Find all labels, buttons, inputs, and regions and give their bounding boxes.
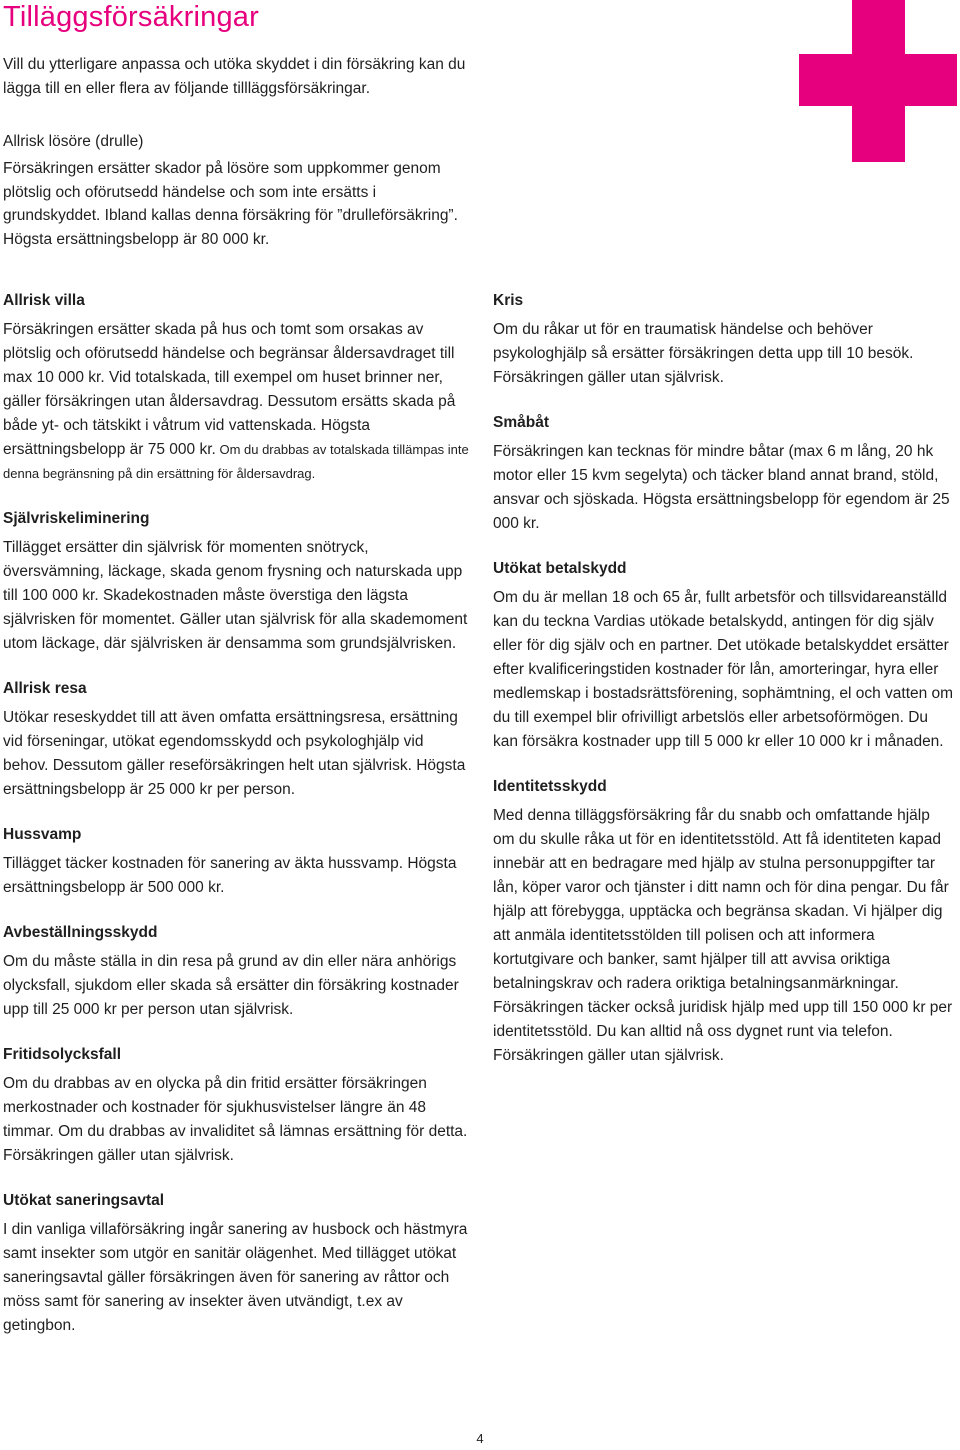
section-utokat-betalskydd — [493, 558, 955, 754]
section-heading: Identitetsskydd — [493, 778, 607, 795]
intro-text: Vill du ytterligare anpassa och utöka skyddet i din försäkring kan du lägga till en eller flera av följande tillläggsförsäkringar. — [3, 56, 466, 97]
section-text: Försäkringen ersätter skador på lösöre som uppkommer genom plötslig och oförutsedd händelse och som inte ersätts i grundskyddet. Ibland kallas denna försäkring för ”drulleförsäkring”. Högsta ersättningsbelopp är 80 000 kr. — [3, 160, 458, 248]
left-column — [3, 290, 473, 1338]
section-heading: Utökat saneringsavtal — [3, 1192, 165, 1209]
section-heading: Allrisk resa — [3, 680, 87, 697]
section-note: Om du drabbas av totalskada tillämpas inte denna begränsning på din ersättning för åldersavdrag. — [3, 442, 469, 481]
cross-horizontal-bar — [799, 54, 957, 106]
section-fritidsolycksfall — [3, 1044, 473, 1168]
section-kris — [493, 290, 955, 390]
section-text: Med denna tilläggsförsäkring får du snabb och omfattande hjälp om du skulle råka ut för en identitetsstöld. Att få identiteten kapad innebär att en bedragare med hjälp av stulna personuppgifter tar lån, köper varor och tjänster i ditt namn och för dina pengar. Du får hjälp att förebygga, upptäcka och begränsa skadan. Vi hjälper dig att anmäla identitetsstölden till polisen och att informera kortutgivare och banker, samt hjälper till att avvisa oriktiga betalningskrav och radera oriktiga betalningsanmärkningar. Försäkringen täcker också juridisk hjälp med upp till 150 000 kr per identitetsstöld. Du kan alltid nå oss dygnet runt via telefon. Försäkringen gäller utan självrisk. — [493, 807, 953, 1064]
section-avbestallningsskydd — [3, 922, 473, 1022]
section-heading: Avbeställningsskydd — [3, 924, 158, 941]
section-text: Försäkringen kan tecknas för mindre båtar (max 6 m lång, 20 hk motor eller 15 kvm segelyta) och täcker bland annat brand, stöld, ansvar och sjöskada. Högsta ersättningsbelopp för egendom är 25 000 kr. — [493, 443, 950, 532]
section-heading: Fritidsolycksfall — [3, 1046, 122, 1063]
plus-cross-icon — [799, 0, 957, 162]
section-text — [3, 318, 473, 486]
section-sjalvriskeliminering — [3, 508, 473, 656]
section-allrisk-resa — [3, 678, 473, 802]
section-utokat-saneringsavtal — [3, 1190, 473, 1338]
section-heading: Kris — [493, 292, 524, 309]
section-allrisk-losore — [3, 131, 473, 251]
section-text: Tillägget ersätter din självrisk för momenten snötryck, översvämning, läckage, skada genom frysning och naturskada upp till 100 000 kr. Skadekostnaden måste överstiga den lägsta självrisken för momentet. Gäller utan självrisk för alla skademoment utom läckage, där självrisken är densamma som grundsjälvrisken. — [3, 539, 468, 652]
section-text: Om du drabbas av en olycka på din fritid ersätter försäkringen merkostnader och kostnader för sjukhusvistelser längre än 48 timmar. Om du drabbas av invaliditet så lämnas ersättning för detta. Försäkringen gäller utan självrisk. — [3, 1075, 468, 1164]
section-identitetsskydd — [493, 776, 955, 1068]
section-smabat — [493, 412, 955, 536]
section-heading: Hussvamp — [3, 826, 82, 843]
section-heading: Utökat betalskydd — [493, 560, 627, 577]
section-text: Om du är mellan 18 och 65 år, fullt arbetsför och tillsvidareanställd kan du teckna Vardias utökade betalskydd, antingen för dig själv eller för dig själv och en partner. Det utökade betalskyddet ersätter efter kvalificeringstiden kostnader för lån, amorteringar, hyra eller medlemskap i bostadsrättsförening, sophämtning, el och vatten om du till exempel blir ofrivilligt arbetslös eller arbetsoförmögen. Du kan försäkra kostnader upp till 5 000 kr eller 10 000 kr i månaden. — [493, 589, 954, 750]
section-heading: Allrisk lösöre (drulle) — [3, 133, 144, 150]
section-allrisk-villa — [3, 290, 473, 486]
section-hussvamp — [3, 824, 473, 900]
section-heading: Småbåt — [493, 414, 549, 431]
right-column — [493, 290, 955, 1068]
page-number: 4 — [476, 1431, 484, 1446]
section-text: Tillägget täcker kostnaden för sanering av äkta hussvamp. Högsta ersättningsbelopp är 500 000 kr. — [3, 855, 457, 896]
section-heading: Självriskeliminering — [3, 510, 150, 527]
section-heading: Allrisk villa — [3, 292, 85, 309]
section-text: I din vanliga villaförsäkring ingår sanering av husbock och hästmyra samt insekter som utgör en sanitär olägenhet. Med tillägget utökat saneringsavtal gäller försäkringen även för sanering av råttor och möss samt för sanering av insekter även utvändigt, t.ex av getingbon. — [3, 1221, 468, 1334]
section-text: Utökar reseskyddet till att även omfatta ersättningsresa, ersättning vid förseningar, utökat egendomsskydd och psykologhjälp vid behov. Dessutom gäller reseförsäkringen helt utan självrisk. Högsta ersättningsbelopp är 25 000 kr per person. — [3, 709, 466, 798]
section-text: Om du måste ställa in din resa på grund av din eller nära anhörigs olycksfall, sjukdom eller skada så ersätter din försäkring kostnader upp till 25 000 kr per person utan självrisk. — [3, 953, 459, 1018]
section-body: Försäkringen ersätter skada på hus och tomt som orsakas av plötslig och oförutsedd händelse och begränsar åldersavdraget till max 10 000 kr. Vid totalskada, till exempel om huset brinner ner, gäller försäkringen utan åldersavdrag. Dessutom ersätts skada på både yt- och tätskikt i våtrum vid vattenskada. Högsta ersättningsbelopp är 75 000 kr. — [3, 321, 456, 458]
page-title: Tilläggsförsäkringar — [3, 1, 259, 33]
section-text: Om du råkar ut för en traumatisk händelse och behöver psykologhjälp så ersätter försäkringen detta upp till 10 besök. Försäkringen gäller utan självrisk. — [493, 321, 914, 386]
